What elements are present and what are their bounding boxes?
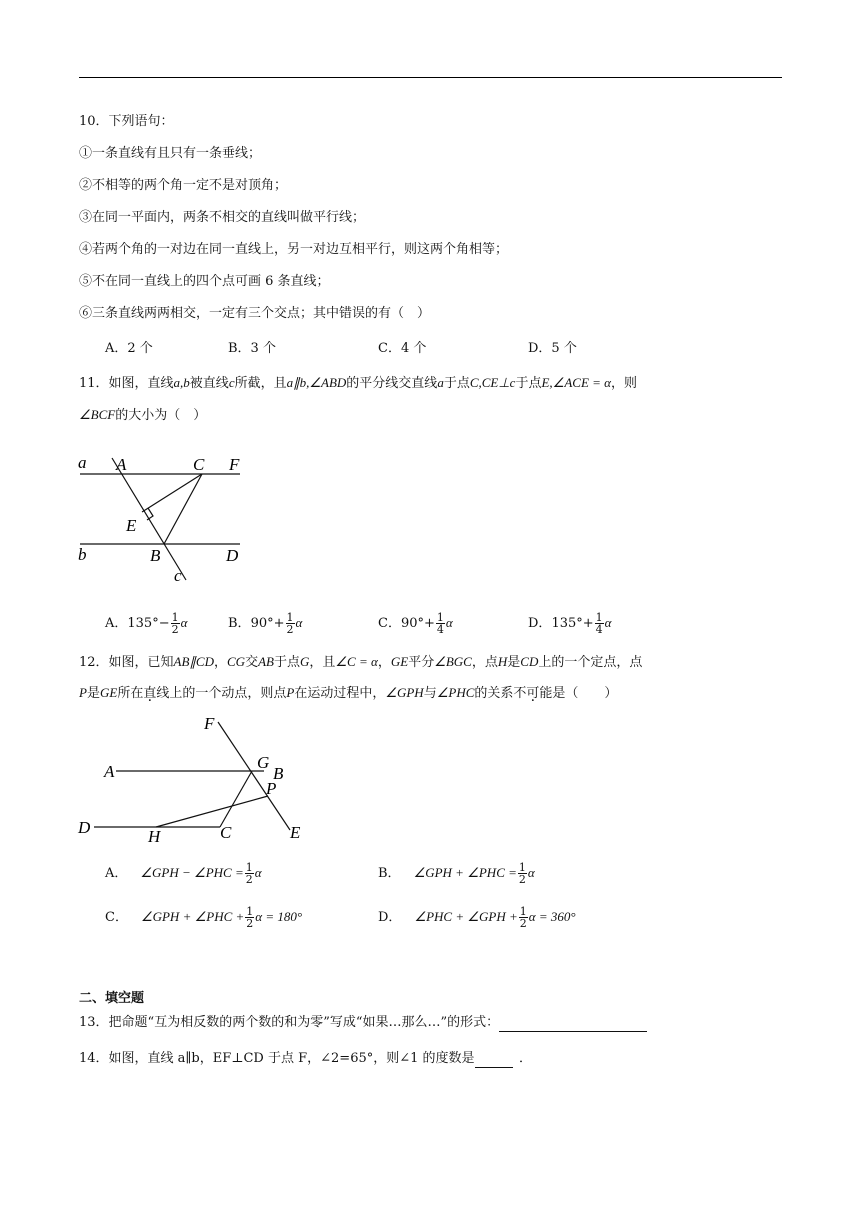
q10-item-2: ②不相等的两个角一定不是对顶角； — [79, 178, 288, 193]
fig11-label-B: B — [150, 546, 161, 565]
q11-option-d: D．135°+ $\frac{1}{4}$ α — [528, 611, 612, 636]
q10-item-6: ⑥三条直线两两相交，一定有三个交点；其中错误的有（ ） — [79, 306, 431, 321]
q10-item-4: ④若两个角的一对边在同一直线上，另一对边互相平行，则这两个角相等； — [79, 242, 509, 257]
fig11-label-A: A — [116, 455, 127, 474]
header-rule — [79, 77, 782, 78]
q10-option-b: B．3 个 — [228, 341, 276, 356]
fig12-label-H: H — [148, 827, 161, 844]
q11-stem-line1: 11．如图，直线a,b被直线c所截，且a∥b,∠ABD的平分线交直线a于点C,CE⊥c于点E,∠ACE = α，则 — [79, 375, 637, 391]
fig12-label-C: C — [220, 823, 232, 842]
fig11-label-D: D — [226, 546, 239, 565]
fig11-label-c: c — [174, 566, 182, 585]
q10-item-3: ③在同一平面内，两条不相交的直线叫做平行线； — [79, 210, 366, 225]
q12-option-c: C． ∠GPH + ∠PHC + $\frac{1}{2}$ α = 180° — [105, 905, 303, 930]
q12-stem-line2: P是GE所在直线上的一个动点，则点P在运动过程中，∠GPH与∠PHC的关系不可能是（ ） — [79, 685, 618, 701]
q11-option-a: A．135°− $\frac{1}{2}$ α — [105, 611, 188, 636]
q10-option-d: D．5 个 — [528, 341, 577, 356]
fig12-label-D: D — [78, 818, 91, 837]
q12-stem-line1: 12．如图，已知AB∥CD，CG交AB于点G，且∠C = α，GE平分∠BGC，点H是CD上的一个定点，点 — [79, 654, 643, 670]
fig11-label-b: b — [78, 545, 87, 564]
q12-option-b: B． ∠GPH + ∠PHC = $\frac{1}{2}$ α — [378, 861, 535, 886]
q14-stem: 14．如图，直线 a∥b，EF⊥CD 于点 F，∠2=65°，则∠1 的度数是 ． — [79, 1051, 533, 1066]
q11-option-b: B．90°+ $\frac{1}{2}$ α — [228, 611, 303, 636]
fig12-label-E: E — [290, 823, 301, 842]
fig12-label-F: F — [204, 714, 215, 733]
fig12-label-A: A — [104, 762, 115, 781]
fig12-label-P: P — [266, 779, 277, 798]
q12-option-a: A． ∠GPH − ∠PHC = $\frac{1}{2}$ α — [105, 861, 262, 886]
q11-figure — [76, 448, 256, 588]
q14-answer-blank[interactable] — [475, 1053, 513, 1068]
fig11-label-E: E — [126, 516, 137, 535]
q10-stem: 10．下列语句： — [79, 114, 174, 129]
q13-stem: 13．把命题“互为相反数的两个数的和为零”写成“如果…那么…”的形式： — [79, 1014, 647, 1032]
q10-option-a: A．2 个 — [105, 341, 153, 356]
q10-option-c: C．4 个 — [378, 341, 427, 356]
q12-option-d: D． ∠PHC + ∠GPH + $\frac{1}{2}$ α = 360° — [378, 905, 576, 930]
q11-option-c: C．90°+ $\frac{1}{4}$ α — [378, 611, 453, 636]
q10-item-1: ①一条直线有且只有一条垂线； — [79, 146, 262, 161]
q12-figure — [76, 712, 316, 844]
fig12-label-B: B — [273, 764, 284, 783]
fig11-label-C: C — [193, 455, 205, 474]
q11-stem-line2: ∠BCF的大小为（ ） — [79, 407, 207, 423]
fig12-label-G: G — [257, 753, 270, 772]
fig11-label-F: F — [229, 455, 240, 474]
q13-answer-blank[interactable] — [499, 1017, 647, 1032]
q10-item-5: ⑤不在同一直线上的四个点可画 6 条直线； — [79, 274, 330, 289]
fig11-label-a: a — [78, 453, 87, 472]
section-title-fill-in: 二、填空题 — [79, 991, 145, 1006]
